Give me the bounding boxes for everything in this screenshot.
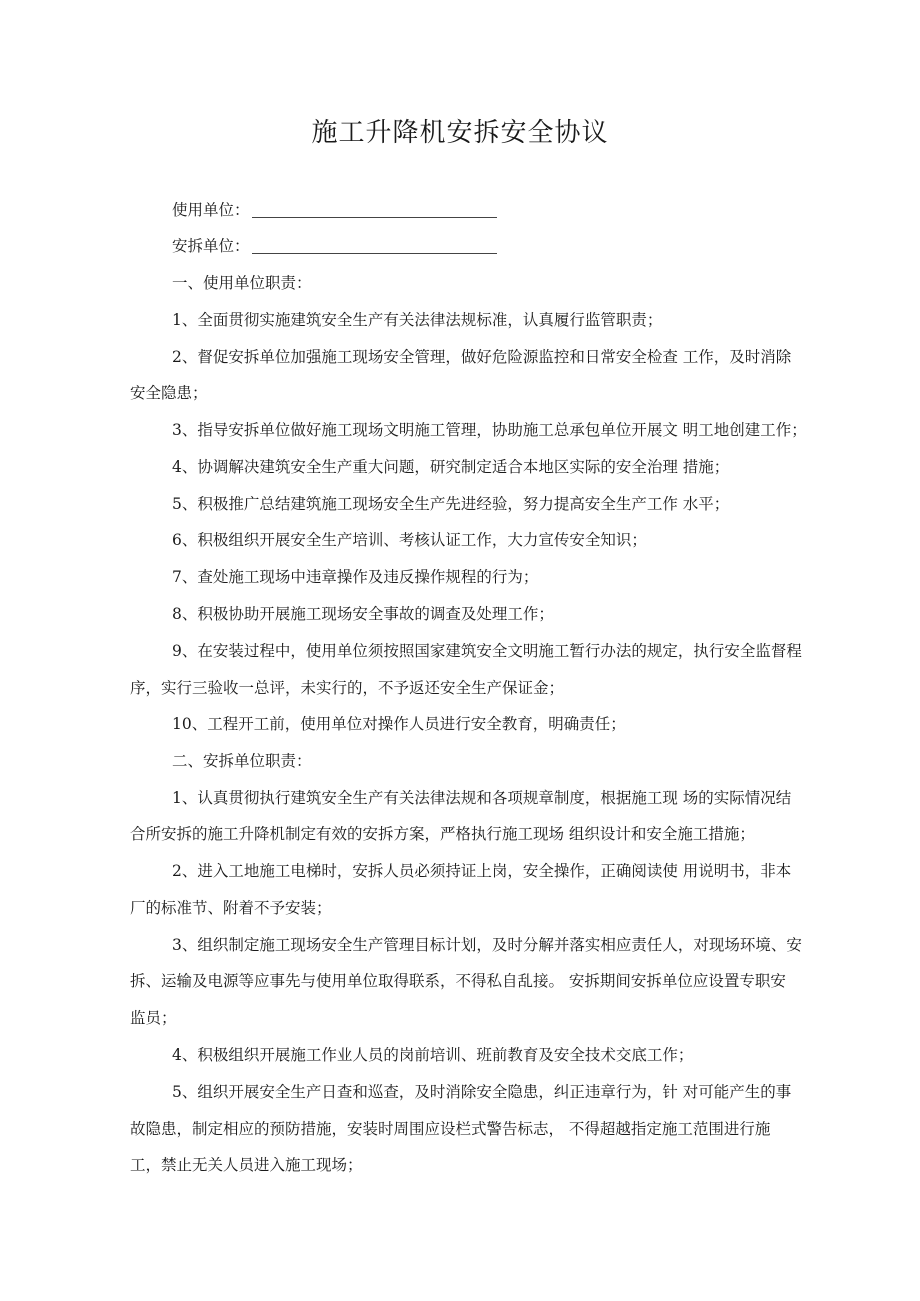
paragraph-line: 7、查处施工现场中违章操作及违反操作规程的行为；: [172, 568, 539, 586]
paragraph-line: 序，实行三验收一总评，未实行的，不予返还安全生产保证金；: [130, 679, 565, 697]
field-blank-line[interactable]: [252, 199, 497, 218]
paragraph-line: 5、积极推广总结建筑施工现场安全生产先进经验，努力提高安全生产工作 水平；: [172, 495, 730, 513]
paragraph-line: 9、在安装过程中，使用单位须按照国家建筑安全文明施工暂行办法的规定，执行安全监督程: [172, 642, 802, 660]
paragraph-line: 2、进入工地施工电梯时，安拆人员必须持证上岗，安全操作，正确阅读使 用说明书，非本: [172, 862, 792, 880]
paragraph-line: 工，禁止无关人员进入施工现场；: [130, 1156, 363, 1174]
paragraph-line: 安全隐患；: [130, 384, 208, 402]
section-heading: 二、安拆单位职责：: [172, 752, 312, 770]
paragraph-line: 6、积极组织开展安全生产培训、考核认证工作，大力宣传安全知识；: [172, 531, 647, 549]
field-blank-line[interactable]: [252, 235, 497, 254]
field-label: 使用单位：: [172, 201, 250, 219]
paragraph-line: 监员；: [130, 1009, 177, 1027]
field-installer-unit: [172, 228, 912, 265]
paragraph-line: 3、组织制定施工现场安全生产管理目标计划，及时分解并落实相应责任人，对现场环境、安: [172, 936, 802, 954]
field-user-unit: [172, 192, 912, 229]
paragraph-line: 5、组织开展安全生产日查和巡查，及时消除安全隐患，纠正违章行为，针 对可能产生的事: [172, 1083, 792, 1101]
section-heading: 一、使用单位职责：: [172, 274, 312, 292]
paragraph-line: 故隐患，制定相应的预防措施，安装时周围应设栏式警告标志， 不得超越指定施工范围进行施: [130, 1120, 771, 1138]
paragraph-line: 1、认真贯彻执行建筑安全生产有关法律法规和各项规章制度，根据施工现 场的实际情况结: [172, 789, 792, 807]
paragraph-line: 4、协调解决建筑安全生产重大问题，研究制定适合本地区实际的安全治理 措施；: [172, 458, 730, 476]
paragraph-line: 10、工程开工前，使用单位对操作人员进行安全教育，明确责任；: [172, 715, 626, 733]
paragraph-line: 拆、运输及电源等应事先与使用单位取得联系，不得私自乱接。 安拆期间安拆单位应设置专职安: [130, 972, 786, 990]
paragraph-line: 3、指导安拆单位做好施工现场文明施工管理，协助施工总承包单位开展文 明工地创建工作；: [172, 421, 807, 439]
document-title: 施工升降机安拆安全协议: [311, 118, 609, 148]
paragraph-line: 厂的标准节、附着不予安装；: [130, 899, 332, 917]
paragraph-line: 8、积极协助开展施工现场安全事故的调查及处理工作；: [172, 605, 554, 623]
paragraph-line: 2、督促安拆单位加强施工现场安全管理，做好危险源监控和日常安全检查 工作，及时消除: [172, 348, 792, 366]
field-label: 安拆单位：: [172, 237, 250, 255]
paragraph-line: 4、积极组织开展施工作业人员的岗前培训、班前教育及安全技术交底工作；: [172, 1046, 694, 1064]
paragraph-line: 1、全面贯彻实施建筑安全生产有关法律法规标准，认真履行监管职责；: [172, 311, 663, 329]
paragraph-line: 合所安拆的施工升降机制定有效的安拆方案，严格执行施工现场 组织设计和安全施工措施；: [130, 825, 755, 843]
